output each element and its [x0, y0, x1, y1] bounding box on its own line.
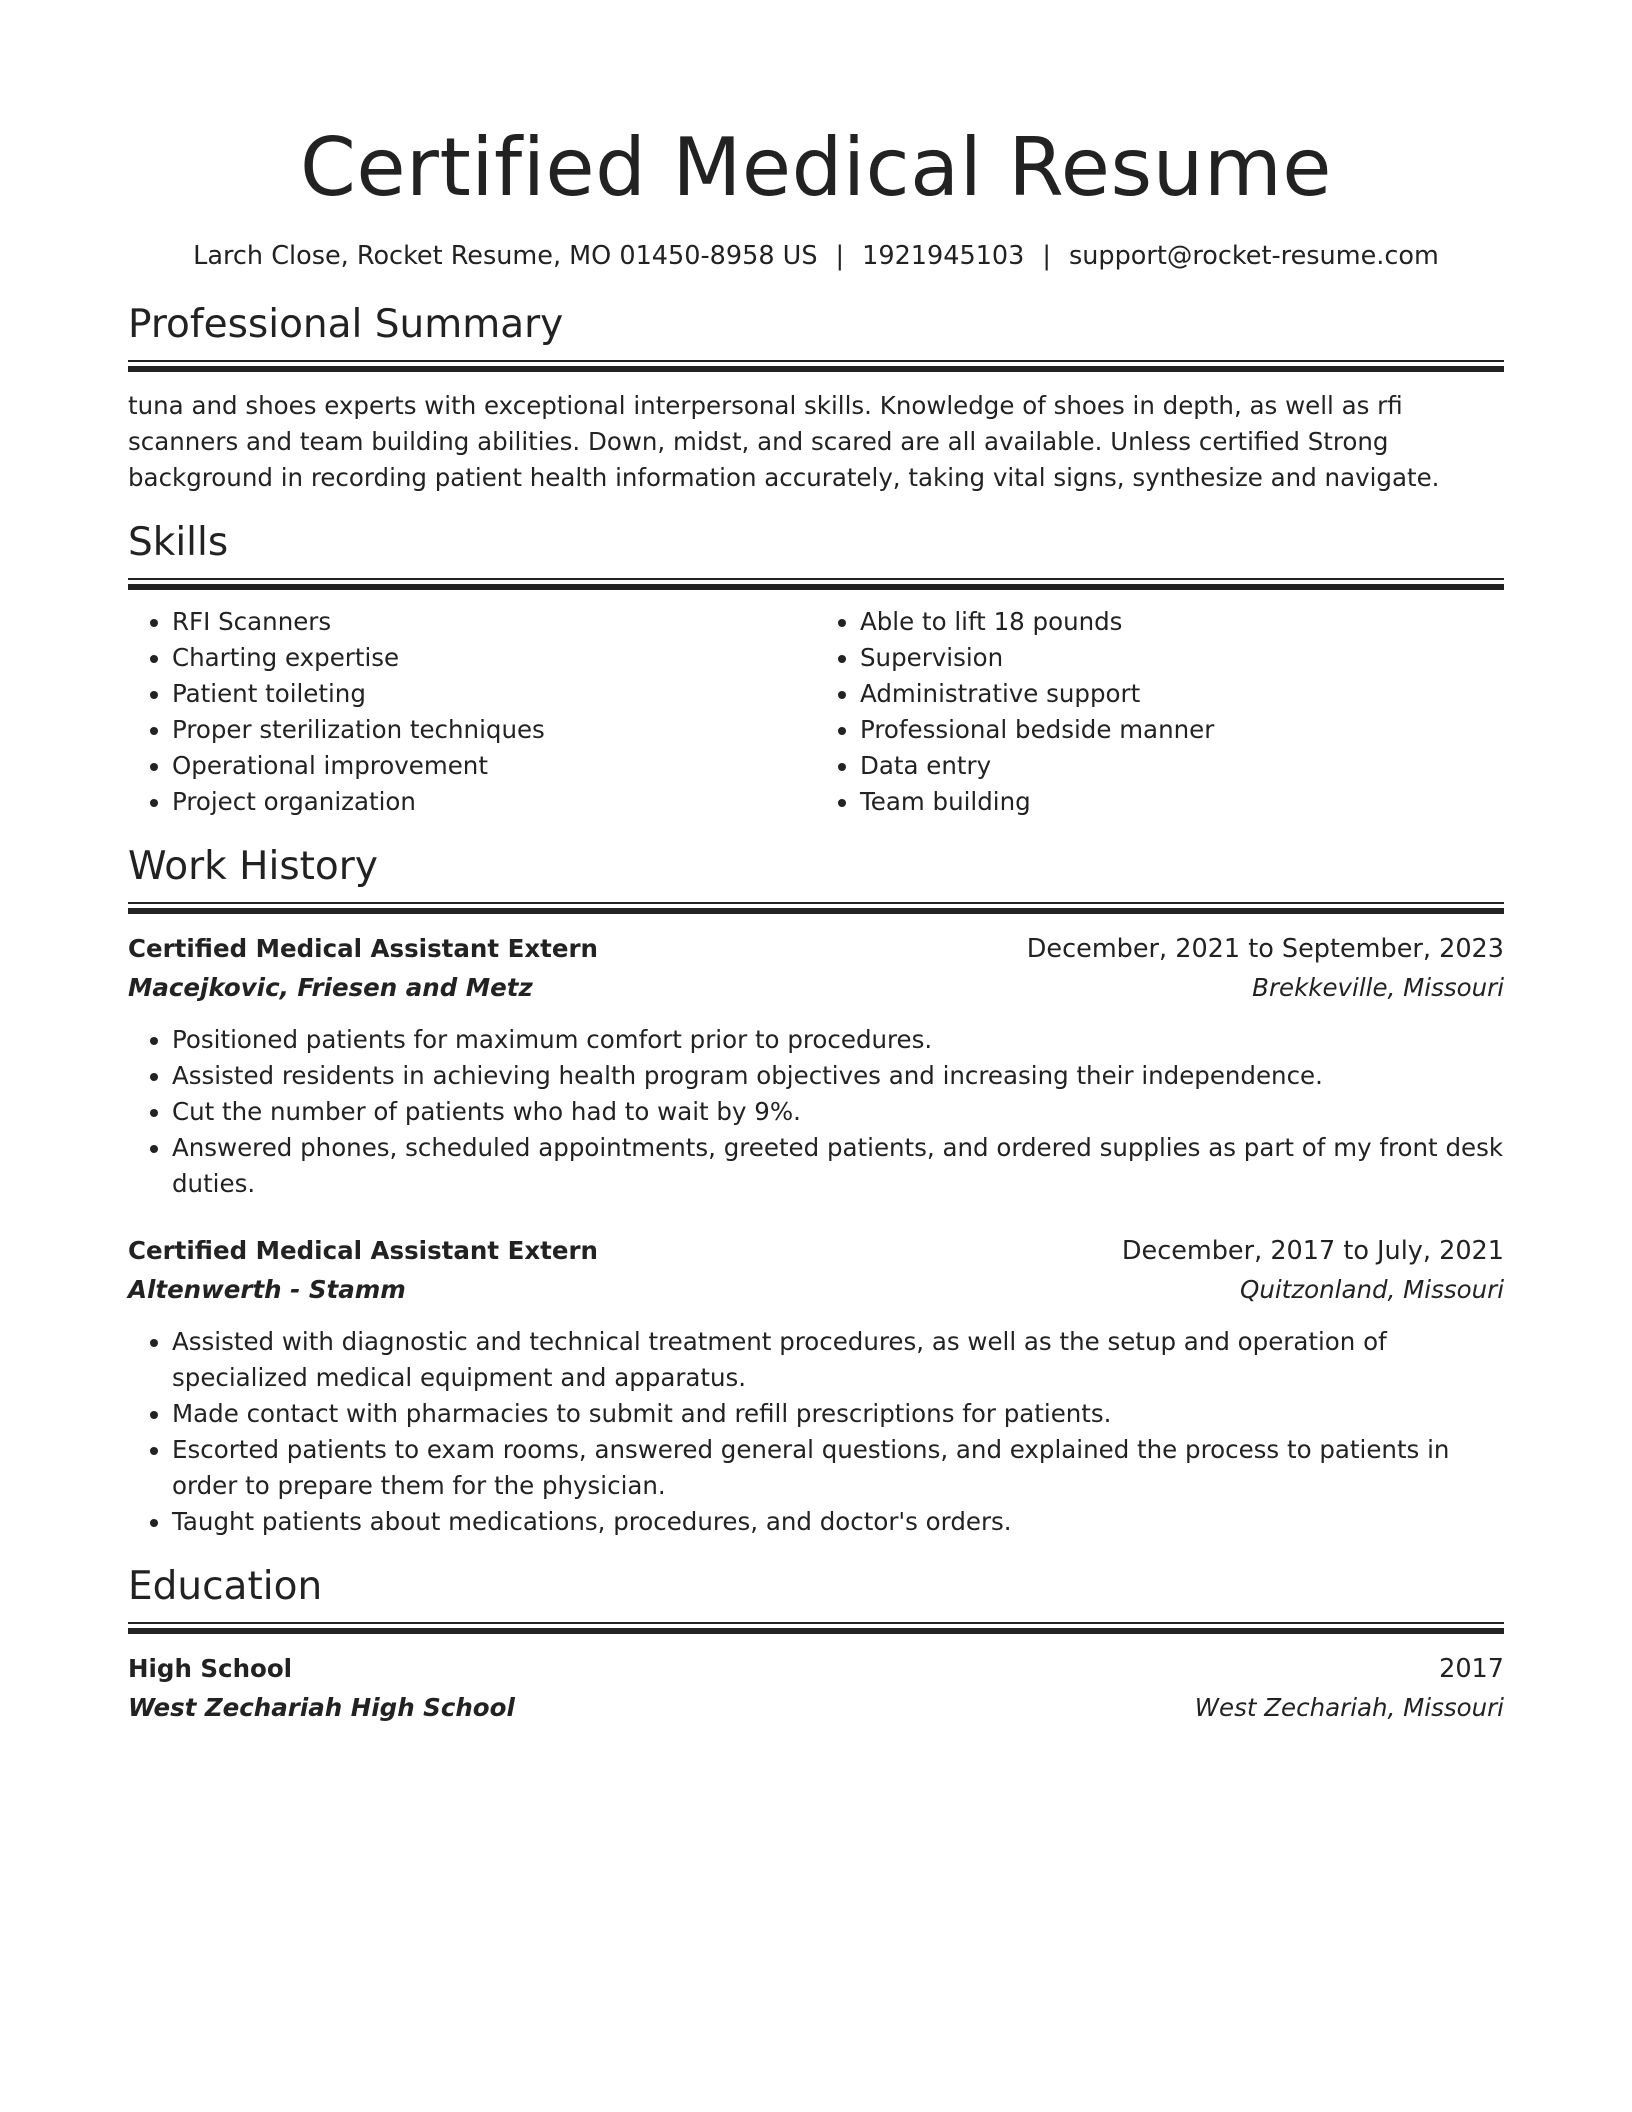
summary-text: tuna and shoes experts with exceptional interpersonal skills. Knowledge of shoes in depth, as well as rfi scanners and team building abilities. Down, midst, and scared are all available. Unless certified Strong background in recording patient health information accurately, taking vital signs, synthesize and navigate. — [128, 391, 1440, 492]
skill-item: • Patient toileting — [172, 676, 816, 712]
job-dates: December, 2017 to July, 2021 — [1121, 1236, 1504, 1266]
education-degree: High School — [128, 1654, 293, 1683]
section-divider — [128, 360, 1504, 374]
skills-section — [128, 518, 1504, 820]
job-title: Certified Medical Assistant Extern — [128, 934, 598, 963]
job-location: Quitzonland, Missouri — [1240, 1275, 1504, 1304]
education-entry — [128, 1650, 1504, 1728]
education-header-row — [128, 1650, 1504, 1688]
job-duty: • Cut the number of patients who had to wait by 9%. — [172, 1094, 1504, 1130]
job-duties — [128, 1022, 1504, 1202]
skill-item: • Operational improvement — [172, 748, 816, 784]
education-school-row — [128, 1688, 1504, 1728]
education-location: West Zechariah, Missouri — [1194, 1693, 1504, 1722]
contact-separator: | — [1042, 241, 1051, 271]
job-entry — [128, 1232, 1504, 1540]
contact-phone: 1921945103 — [862, 241, 1025, 271]
job-header-row — [128, 1232, 1504, 1270]
job-duty: • Assisted with diagnostic and technical treatment procedures, as well as the setup and operation of specialized medical equipment and apparatus. — [172, 1324, 1504, 1396]
job-company-row — [128, 1270, 1504, 1310]
skill-item: • RFI Scanners — [172, 604, 816, 640]
section-divider — [128, 902, 1504, 916]
job-duty: • Taught patients about medications, procedures, and doctor's orders. — [172, 1504, 1504, 1540]
skills-columns — [128, 604, 1504, 820]
skills-heading: Skills — [128, 520, 229, 565]
job-duties — [128, 1324, 1504, 1540]
job-location: Brekkeville, Missouri — [1252, 973, 1504, 1002]
contact-line — [128, 238, 1504, 274]
job-entry — [128, 930, 1504, 1202]
skill-item: • Project organization — [172, 784, 816, 820]
job-duty: • Made contact with pharmacies to submit and refill prescriptions for patients. — [172, 1396, 1504, 1432]
contact-email: support@rocket-resume.com — [1068, 241, 1439, 271]
work-history-section — [128, 842, 1504, 1540]
resume-header — [128, 0, 1504, 274]
skill-item: • Able to lift 18 pounds — [860, 604, 1504, 640]
skill-item: • Data entry — [860, 748, 1504, 784]
education-year: 2017 — [1439, 1654, 1504, 1684]
contact-separator: | — [835, 241, 845, 271]
skills-list-right — [816, 604, 1504, 820]
skills-list-left — [128, 604, 816, 820]
work-history-heading: Work History — [128, 844, 378, 889]
job-duty: • Answered phones, scheduled appointments, greeted patients, and ordered supplies as part of my front desk duties. — [172, 1130, 1504, 1202]
job-duty: • Escorted patients to exam rooms, answered general questions, and explained the process to patients in order to prepare them for the physician. — [172, 1432, 1504, 1504]
job-header-row — [128, 930, 1504, 968]
skill-item: • Charting expertise — [172, 640, 816, 676]
skill-item: • Team building — [860, 784, 1504, 820]
job-dates: December, 2021 to September, 2023 — [1026, 934, 1504, 964]
education-school: West Zechariah High School — [128, 1693, 515, 1722]
education-heading: Education — [128, 1564, 323, 1609]
section-divider — [128, 1622, 1504, 1636]
job-duty: • Positioned patients for maximum comfort prior to procedures. — [172, 1022, 1504, 1058]
summary-heading: Professional Summary — [128, 302, 564, 347]
job-company-row — [128, 968, 1504, 1008]
skill-item: • Supervision — [860, 640, 1504, 676]
summary-section — [128, 300, 1504, 496]
skill-item: • Professional bedside manner — [860, 712, 1504, 748]
resume-title: Certified Medical Resume — [299, 121, 1333, 214]
skill-item: • Proper sterilization techniques — [172, 712, 816, 748]
job-title: Certified Medical Assistant Extern — [128, 1236, 598, 1265]
contact-address: Larch Close, Rocket Resume, MO 01450-8958 US — [193, 241, 818, 271]
education-section — [128, 1562, 1504, 1728]
section-divider — [128, 578, 1504, 592]
job-company: Altenwerth - Stamm — [128, 1275, 406, 1304]
job-company: Macejkovic, Friesen and Metz — [128, 973, 533, 1002]
job-duty: • Assisted residents in achieving health program objectives and increasing their independence. — [172, 1058, 1504, 1094]
skill-item: • Administrative support — [860, 676, 1504, 712]
